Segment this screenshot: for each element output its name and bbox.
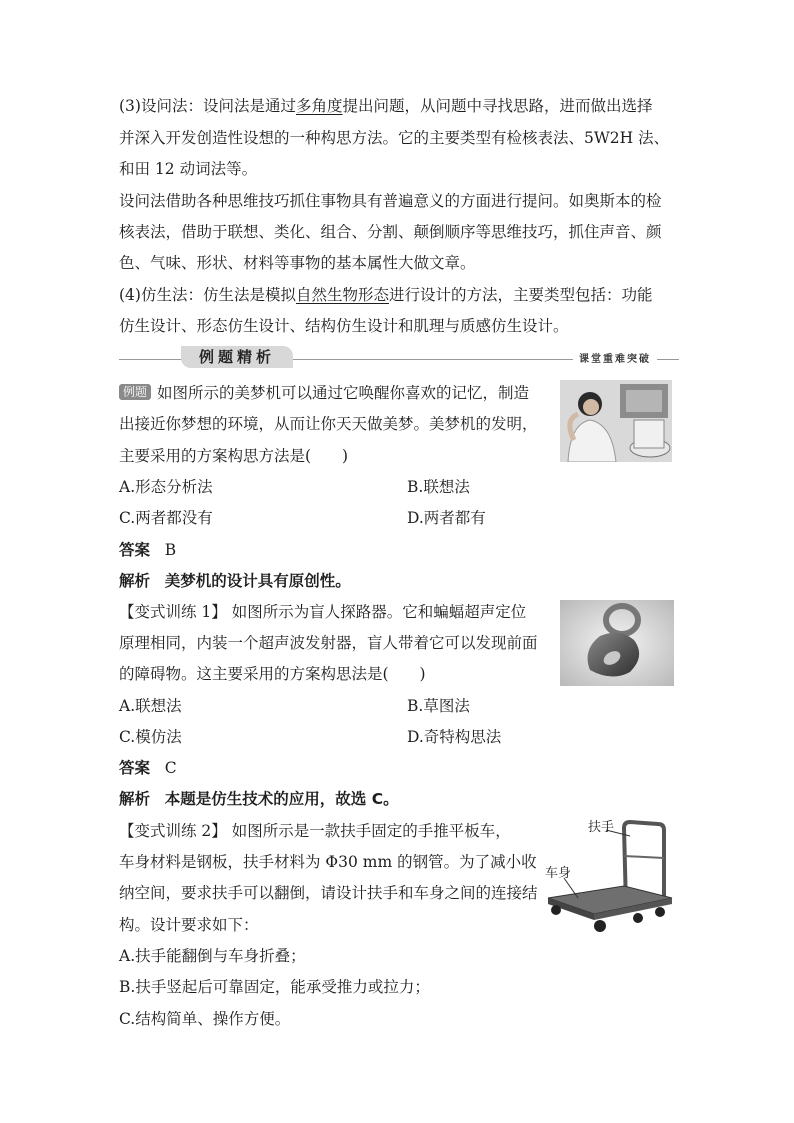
variant2-line1: 【变式训练 2】 如图所示是一款扶手固定的手推平板车，	[119, 822, 511, 840]
label-body: 车身	[545, 866, 572, 881]
variant1-analysis	[119, 789, 399, 809]
text: 如图所示的美梦机可以通过它唤醒你喜欢的记忆，制造	[157, 384, 530, 402]
answer-label: 答案	[119, 541, 151, 559]
example-line1	[119, 383, 529, 403]
variant1-line3: 的障碍物。这主要采用的方案构思法是( )	[119, 665, 426, 683]
section3-line5: 核表法，借助于联想、类化、组合、分割、颠倒顺序等思维技巧，抓住声音、颜	[119, 223, 662, 241]
text: (3)设问法：设问法是通过	[119, 97, 296, 115]
section3-line3: 和田 12 动词法等。	[119, 160, 258, 178]
variant1-option-a: A.联想法	[119, 697, 182, 715]
section3-line1	[119, 96, 653, 116]
variant1-answer	[119, 758, 177, 778]
blind-detector-image	[560, 600, 674, 686]
text: 提出问题，从问题中寻找思路，进而做出选择	[342, 97, 653, 115]
answer-value: C	[164, 759, 177, 777]
banner-title: 例题精析	[181, 346, 293, 368]
analysis-text: 美梦机的设计具有原创性。	[164, 572, 351, 590]
section3-line2: 并深入开发创造性设想的一种构思方法。它的主要类型有检核表法、5W2H 法、	[119, 129, 670, 147]
example-tag: 例题	[119, 384, 151, 400]
example-answer	[119, 540, 176, 560]
variant1-option-b: B.草图法	[407, 697, 470, 715]
section3-line6: 色、气味、形状、材料等事物的基本属性大做文章。	[119, 254, 476, 272]
underlined-term: 多角度	[295, 97, 343, 115]
variant1-option-c: C.模仿法	[119, 728, 182, 746]
variant1-option-d: D.奇特构思法	[407, 728, 502, 746]
section4-line1	[119, 285, 653, 305]
answer-value: B	[164, 541, 177, 559]
section-banner	[119, 346, 679, 370]
example-option-d: D.两者都有	[407, 509, 486, 527]
variant1-line1: 【变式训练 1】 如图所示为盲人探路器。它和蝙蝠超声定位	[119, 603, 527, 621]
variant2-line4: 构。设计要求如下：	[119, 916, 259, 934]
variant2-req-a: A.扶手能翻倒与车身折叠；	[119, 947, 306, 965]
example-line3: 主要采用的方案构思方法是( )	[119, 447, 349, 465]
answer-label: 答案	[119, 759, 151, 777]
text: 进行设计的方法，主要类型包括：功能	[388, 286, 653, 304]
analysis-label: 解析	[119, 790, 151, 808]
variant2-req-c: C.结构简单、操作方便。	[119, 1010, 291, 1028]
section3-line4: 设问法借助各种思维技巧抓住事物具有普遍意义的方面进行提问。如奥斯本的检	[119, 192, 662, 210]
variant2-line3: 纳空间，要求扶手可以翻倒，请设计扶手和车身之间的连接结	[119, 884, 538, 902]
banner-subtitle: 课堂重难突破	[573, 350, 657, 365]
variant1-line2: 原理相同，内装一个超声波发射器，盲人带着它可以发现前面	[119, 634, 538, 652]
text: (4)仿生法：仿生法是模拟	[119, 286, 296, 304]
variant2-req-b: B.扶手竖起后可靠固定，能承受推力或拉力；	[119, 978, 430, 996]
dream-machine-image	[560, 380, 672, 462]
variant2-line2: 车身材料是钢板，扶手材料为 Φ30 mm 的钢管。为了减小收	[119, 853, 537, 871]
analysis-label: 解析	[119, 572, 151, 590]
example-analysis	[119, 571, 351, 591]
underlined-term: 自然生物形态	[295, 286, 389, 304]
example-option-a: A.形态分析法	[119, 478, 213, 496]
example-option-c: C.两者都没有	[119, 509, 213, 527]
analysis-text: 本题是仿生技术的应用，故选 C。	[164, 790, 399, 808]
example-line2: 出接近你梦想的环境，从而让你天天做美梦。美梦机的发明，	[119, 415, 538, 433]
section4-line2: 仿生设计、形态仿生设计、结构仿生设计和肌理与质感仿生设计。	[119, 317, 569, 335]
label-handle: 扶手	[588, 820, 615, 835]
example-option-b: B.联想法	[407, 478, 470, 496]
